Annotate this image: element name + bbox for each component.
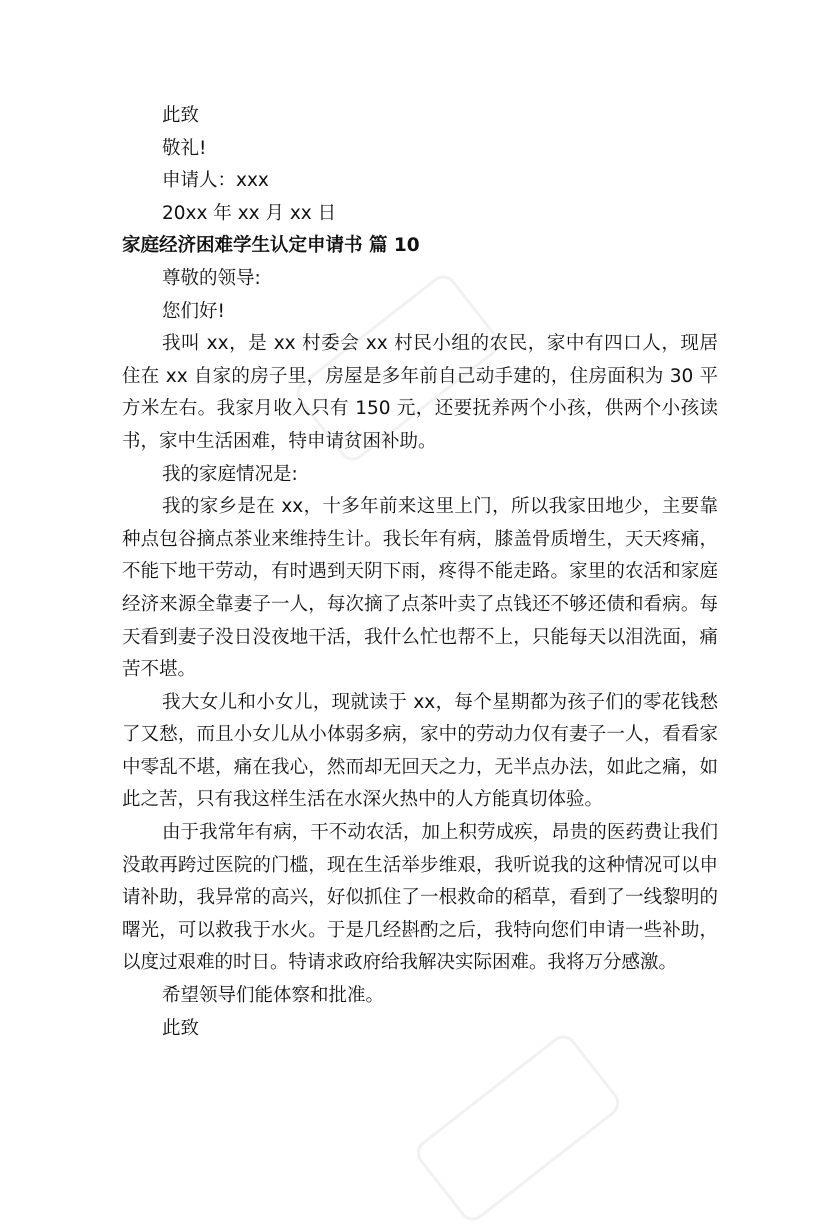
watermark-logo bbox=[411, 1030, 625, 1226]
date-line: 20xx 年 xx 月 xx 日 bbox=[162, 202, 337, 224]
closing-salutation: 此致 bbox=[162, 1017, 200, 1039]
paragraph-family-heading: 我的家庭情况是: bbox=[162, 463, 298, 485]
paragraph-hope: 希望领导们能体察和批准。 bbox=[162, 985, 385, 1007]
paragraph-children: 我大女儿和小女儿，现就读于 xx，每个星期都为孩子们的零花钱愁了又愁，而且小女儿从小体弱多病，家中的劳动力仅有妻子一人，看看家中零乱不堪，痛在我心，然而却无回天之力，无半点办法，如此之痛，如此之苦，只有我这样生活在水深火热中的人方能真切体验。 bbox=[122, 691, 718, 811]
document-body bbox=[122, 100, 718, 1045]
paragraph-request: 由于我常年有病，干不动农活，加上积劳成疾，昂贵的医药费让我们没敢再跨过医院的门槛，现在生活举步维艰，我听说我的这种情况可以申请补助，我异常的高兴，好似抓住了一根救命的稻草，看到了一线黎明的曙光，可以救我于水火。于是几经斟酌之后，我特向您们申请一些补助，以度过艰难的时日。特请求政府给我解决实际困难。我将万分感激。 bbox=[122, 822, 718, 974]
paragraph-intro: 我叫 xx，是 xx 村委会 xx 村民小组的农民，家中有四口人，现居住在 xx 自家的房子里，房屋是多年前自己动手建的，住房面积为 30 平方米左右。我家月收入只有 150 元，还要抚养两个小孩，供两个小孩读书，家中生活困难，特申请贫困补助。 bbox=[122, 333, 718, 452]
salutation-text: 此致 bbox=[162, 105, 200, 126]
hello-text: 您们好! bbox=[162, 300, 225, 322]
greeting-text: 尊敬的领导: bbox=[162, 267, 261, 289]
section-title: 家庭经济困难学生认定申请书 篇 10 bbox=[122, 235, 420, 257]
respect-text: 敬礼! bbox=[162, 137, 207, 159]
applicant-line: 申请人：xxx bbox=[162, 170, 269, 192]
paragraph-family-situation: 我的家乡是在 xx，十多年前来这里上门，所以我家田地少，主要靠种点包谷摘点茶业来维持生计。我长年有病，膝盖骨质增生，天天疼痛，不能下地干劳动，有时遇到天阴下雨，疼得不能走路。家里的农活和家庭经济来源全靠妻子一人，每次摘了点茶叶卖了点钱还不够还债和看病。每天看到妻子没日没夜地干活，我什么忙也帮不上，只能每天以泪洗面，痛苦不堪。 bbox=[122, 496, 718, 681]
